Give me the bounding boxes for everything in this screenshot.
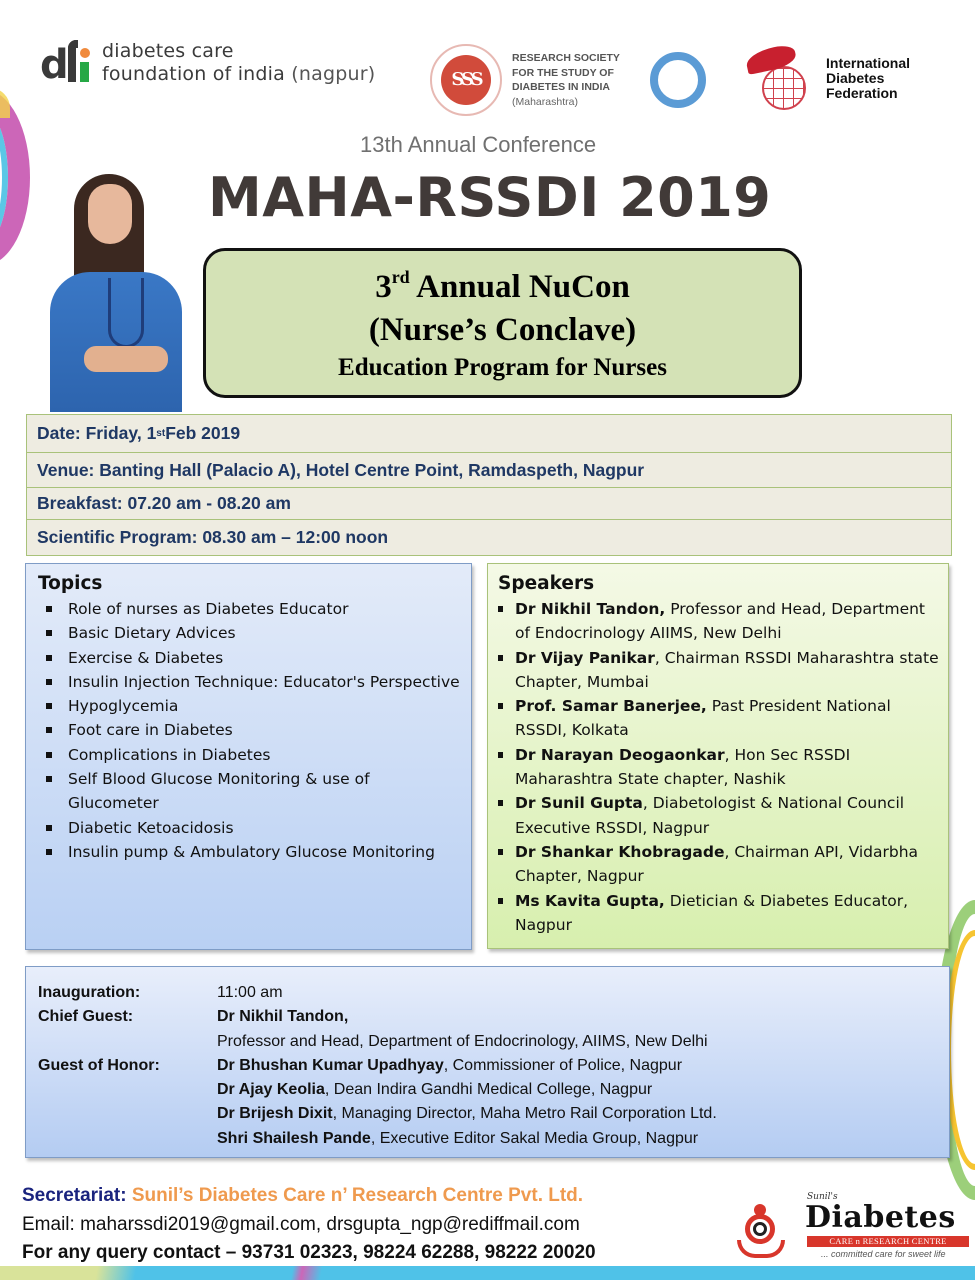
rssdi-name xyxy=(512,51,620,109)
speakers-panel xyxy=(487,563,949,949)
idf-line-3: Federation xyxy=(826,84,898,101)
query-contact-line: For any query contact – 93731 02323, 98224 62288, 98222 20020 xyxy=(22,1242,596,1263)
speaker-name: Dr Narayan Deogaonkar xyxy=(515,745,725,764)
speaker-desc: Professor and Head, Department of Endocrinology AIIMS, New Delhi xyxy=(515,600,926,643)
sdc-band: CARE n RESEARCH CENTRE xyxy=(807,1236,969,1247)
nucon-subtitle: (Nurse’s Conclave) xyxy=(368,312,637,348)
speaker-item xyxy=(496,694,940,743)
topic-item: Insulin pump & Ambulatory Glucose Monitoring xyxy=(36,840,461,864)
dfi-line-1: diabetes care xyxy=(102,40,234,62)
dfi-name xyxy=(102,40,375,86)
speaker-name: Dr Nikhil Tandon, xyxy=(515,600,666,618)
guest-desc: , Executive Editor Sakal Media Group, Nagpur xyxy=(370,1129,699,1147)
speaker-desc: , Chairman API, Vidarbha Chapter, Nagpur xyxy=(515,842,919,886)
speaker-item xyxy=(496,889,940,938)
inauguration-label: Inauguration: xyxy=(38,984,141,1001)
speakers-list xyxy=(496,597,940,937)
blue-circle-diabetes-icon xyxy=(650,52,706,108)
chief-guest-name: Dr Nikhil Tandon, xyxy=(217,1008,349,1026)
topics-title: Topics xyxy=(38,573,103,594)
email-line[interactable]: Email: maharssdi2019@gmail.com, drsgupta_ngp@rediffmail.com xyxy=(22,1213,580,1235)
sdc-tagline: ... committed care for sweet life xyxy=(821,1249,946,1259)
speaker-name: Dr Vijay Panikar xyxy=(515,648,655,667)
speaker-name: Ms Kavita Gupta, xyxy=(515,891,665,910)
sdc-name: Diabetes xyxy=(805,1200,956,1235)
speaker-item xyxy=(496,646,940,695)
sdc-script: Sunil's xyxy=(807,1192,838,1202)
secretariat-value: Sunil’s Diabetes Care n’ Research Centre Pvt. Ltd. xyxy=(126,1185,584,1206)
event-info-table xyxy=(26,414,952,556)
speaker-item xyxy=(496,840,940,889)
guest-name: Dr Brijesh Dixit xyxy=(217,1105,333,1123)
guest-of-honor-row xyxy=(38,1078,937,1102)
secretariat-line xyxy=(22,1182,596,1211)
secretariat-label: Secretariat: xyxy=(22,1185,127,1206)
speaker-desc: Dietician & Diabetes Educator, Nagpur xyxy=(515,891,909,934)
rssdi-line-2: FOR THE STUDY OF xyxy=(512,66,614,79)
chief-guest-row xyxy=(38,1005,937,1029)
speakers-title: Speakers xyxy=(498,573,595,594)
guest-desc: , Dean Indira Gandhi Medical College, Nagpur xyxy=(324,1081,653,1099)
info-row-date: Date: Friday, 1 st Feb 2019 xyxy=(27,415,951,453)
speaker-name: Prof. Samar Banerjee, xyxy=(515,697,707,716)
guest-name: Shri Shailesh Pande xyxy=(217,1129,371,1147)
idf-hummingbird-globe-icon xyxy=(740,44,818,112)
dfi-mark-icon: d xyxy=(40,40,92,86)
speaker-item xyxy=(496,791,940,840)
guest-name: Dr Ajay Keolia xyxy=(217,1081,325,1099)
sunils-diabetes-logo xyxy=(735,1192,971,1266)
chief-guest-label: Chief Guest: xyxy=(38,1008,134,1026)
guest-desc: , Commissioner of Police, Nagpur xyxy=(443,1056,683,1074)
idf-line-2: Diabetes xyxy=(826,69,885,86)
topic-item: Complications in Diabetes xyxy=(36,743,461,767)
topic-item: Basic Dietary Advices xyxy=(36,621,461,645)
speaker-desc: , Diabetologist & National Council Executive RSSDI, Nagpur xyxy=(515,794,905,837)
date-text: Date: Friday, 1 xyxy=(37,423,157,443)
info-row-scientific-program: Scientific Program: 08.30 am – 12:00 noon xyxy=(37,527,389,547)
dfi-city: (nagpur) xyxy=(291,63,376,85)
topics-list xyxy=(36,597,461,864)
rssdi-line-4: (Maharashtra) xyxy=(512,95,578,108)
idf-line-1: International xyxy=(826,54,911,71)
nucon-ordinal-suffix: rd xyxy=(391,267,410,287)
guest-name: Dr Bhushan Kumar Upadhyay xyxy=(217,1056,444,1074)
speaker-desc: , Hon Sec RSSDI Maharashtra State chapter, Nashik xyxy=(515,745,851,789)
date-rest: Feb 2019 xyxy=(165,423,241,443)
inauguration-row xyxy=(38,981,937,1005)
nucon-title xyxy=(206,265,799,309)
speaker-desc: Past President National RSSDI, Kolkata xyxy=(515,697,891,740)
topic-item: Diabetic Ketoacidosis xyxy=(36,816,461,840)
speaker-item xyxy=(496,597,940,646)
decorative-swirl-left-accent xyxy=(0,88,10,118)
topic-item: Role of nurses as Diabetes Educator xyxy=(36,597,461,621)
topic-item: Foot care in Diabetes xyxy=(36,718,461,742)
dfi-line-2: foundation of india xyxy=(102,63,285,85)
rssdi-line-1: RESEARCH SOCIETY xyxy=(512,52,620,64)
conference-subtitle: 13th Annual Conference xyxy=(360,132,597,157)
topics-panel xyxy=(25,563,472,950)
guest-of-honor-row xyxy=(38,1102,937,1126)
info-row-venue: Venue: Banting Hall (Palacio A), Hotel Centre Point, Ramdaspeth, Nagpur xyxy=(27,453,951,488)
idf-logo xyxy=(740,44,910,112)
topic-item: Insulin Injection Technique: Educator's Perspective xyxy=(36,670,461,694)
nucon-program: Education Program for Nurses xyxy=(338,354,667,381)
chief-guest-desc: Professor and Head, Department of Endocrinology, AIIMS, New Delhi xyxy=(217,1032,708,1050)
rssdi-line-3: DIABETES IN INDIA xyxy=(512,81,611,93)
guest-of-honor-row xyxy=(38,1127,937,1151)
speaker-item xyxy=(496,743,940,792)
speaker-name: Dr Sunil Gupta xyxy=(515,794,643,813)
footer-contact xyxy=(22,1182,596,1268)
chief-guest-desc-row xyxy=(38,1030,937,1054)
guest-of-honor-label: Guest of Honor: xyxy=(38,1056,160,1074)
speaker-name: Dr Shankar Khobragade xyxy=(515,842,725,861)
stethoscope-icon xyxy=(108,278,144,348)
dfi-logo xyxy=(40,40,375,86)
inauguration-panel xyxy=(25,966,950,1158)
topic-item: Exercise & Diabetes xyxy=(36,646,461,670)
rssdi-seal-icon: SSS xyxy=(430,44,502,116)
nurse-photo xyxy=(48,168,198,412)
caring-hands-icon xyxy=(735,1204,787,1260)
speaker-desc: , Chairman RSSDI Maharashtra state Chapter, Mumbai xyxy=(515,648,939,691)
nucon-title-rest: Annual NuCon xyxy=(409,269,630,305)
topic-item: Self Blood Glucose Monitoring & use of Glucometer xyxy=(36,767,461,816)
nucon-banner xyxy=(203,248,802,398)
idf-name xyxy=(826,56,910,101)
decorative-bottom-stripe xyxy=(0,1266,975,1280)
conference-title: MAHA-RSSDI 2019 xyxy=(208,166,772,229)
inauguration-time: 11:00 am xyxy=(217,984,283,1001)
info-row-breakfast: Breakfast: 07.20 am - 08.20 am xyxy=(27,488,951,520)
nucon-ordinal: 3 xyxy=(375,269,392,305)
guest-desc: , Managing Director, Maha Metro Rail Corporation Ltd. xyxy=(332,1105,717,1123)
topic-item: Hypoglycemia xyxy=(36,694,461,718)
guest-of-honor-row xyxy=(38,1054,937,1078)
rssdi-logo xyxy=(430,44,620,116)
